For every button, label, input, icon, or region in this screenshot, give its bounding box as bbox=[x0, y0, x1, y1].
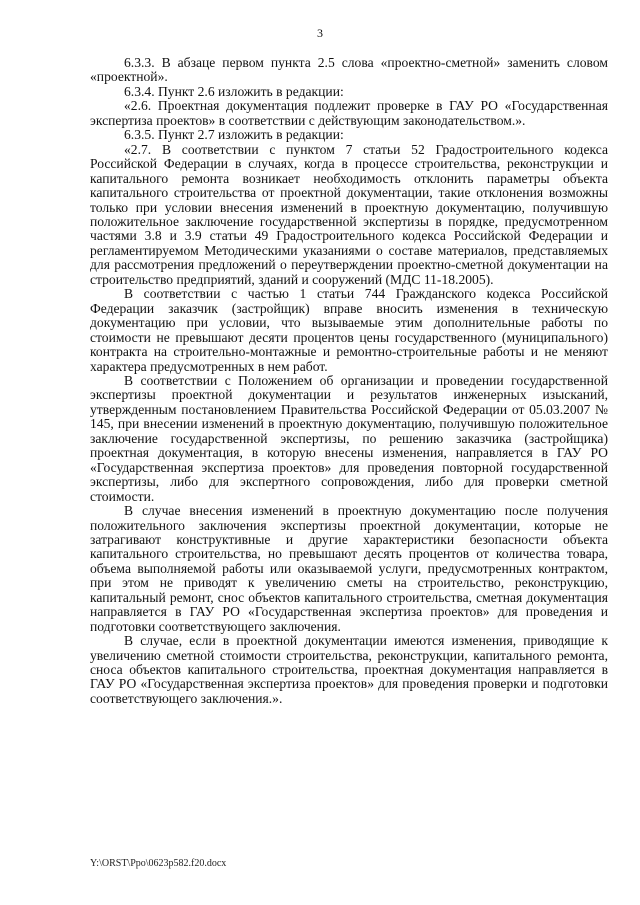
paragraph-changes-no-cost-increase: В случае внесения изменений в проектную документацию после получения положительного заключения экспертизы проектной документации, которые не затрагивают конструктивные и другие характеристики безопасности объекта капитального строительства, но превышают десять процентов от количества товара, объема выполняемой работы или оказываемой услуги, предусмотренных контрактом, при этом не приводят к увеличению сметы на строительство, реконструкцию, капитальный ремонт, снос объектов капитального строительства, сметная документация направляется в ГАУ РО «Государственная экспертиза проектов» для проведения и подготовки соответствующего заключения. bbox=[90, 503, 608, 634]
paragraph-2-7-text: «2.7. В соответствии с пунктом 7 статьи 52 Градостроительного кодекса Российской Федерации в случаях, когда в процессе строительства, реконструкции и капитального ремонта возникает необходимость отклонить параметры объекта капитального строительства от проектной документации, такие отклонения возможны только при условии внесения изменений в проектную документацию, получившую положительное заключение государственной экспертизы в порядке, предусмотренном частями 3.8 и 3.9 статьи 49 Градостроительного кодекса Российской Федерации и регламентируемом Методическими указаниями о составе материалов, представляемых для рассмотрения предложений о переутверждении проектно-сметной документации на строительство предприятий, зданий и сооружений (МДС 11-18.2005). bbox=[90, 141, 608, 287]
paragraph-2-6-text: «2.6. Проектная документация подлежит проверке в ГАУ РО «Государственная экспертиза проектов» в соответствии с действующим законодательством.». bbox=[90, 98, 608, 128]
page-number: 3 bbox=[317, 26, 323, 40]
footer-file-path: Y:\ORST\Ppo\0623p582.f20.docx bbox=[90, 858, 227, 869]
paragraph-civil-code: В соответствии с частью 1 статьи 744 Гражданского кодекса Российской Федерации заказчик (застройщик) вправе вносить изменения в техническую документацию при условии, что вызываемые этим дополнительные работы по стоимости не превышают десяти процентов цены государственного (муниципального) контракта на строительно-монтажные и ремонтно-строительные работы и не меняют характера предусмотренных в нем работ. bbox=[90, 286, 608, 374]
document-body bbox=[90, 56, 608, 706]
paragraph-changes-cost-increase: В случае, если в проектной документации имеются изменения, приводящие к увеличению сметной стоимости строительства, реконструкции, капитального ремонта, сноса объектов капитального строительства, проектная документация направляется в ГАУ РО «Государственная экспертиза проектов» для проведения проверки и подготовки соответствующего заключения.». bbox=[90, 633, 608, 706]
paragraph-regulation: В соответствии с Положением об организации и проведении государственной экспертизы проектной документации и результатов инженерных изысканий, утвержденным постановлением Правительства Российской Федерации от 05.03.2007 № 145, при внесении изменений в проектную документацию, получившую положительное заключение государственной экспертизы, по решению заказчика (застройщика) проектная документация, в которую внесены изменения, направляется в ГАУ РО «Государственная экспертиза проектов» для проведения повторной государственной экспертизы, либо для экспертного сопровождения, либо для проверки сметной стоимости. bbox=[90, 372, 608, 504]
paragraph-6-3-3: 6.3.3. В абзаце первом пункта 2.5 слова «проектно-сметной» заменить словом «проектной». bbox=[90, 55, 608, 85]
paragraph-6-3-5: 6.3.5. Пункт 2.7 изложить в редакции: bbox=[124, 127, 344, 143]
paragraph-6-3-4: 6.3.4. Пункт 2.6 изложить в редакции: bbox=[124, 83, 344, 99]
